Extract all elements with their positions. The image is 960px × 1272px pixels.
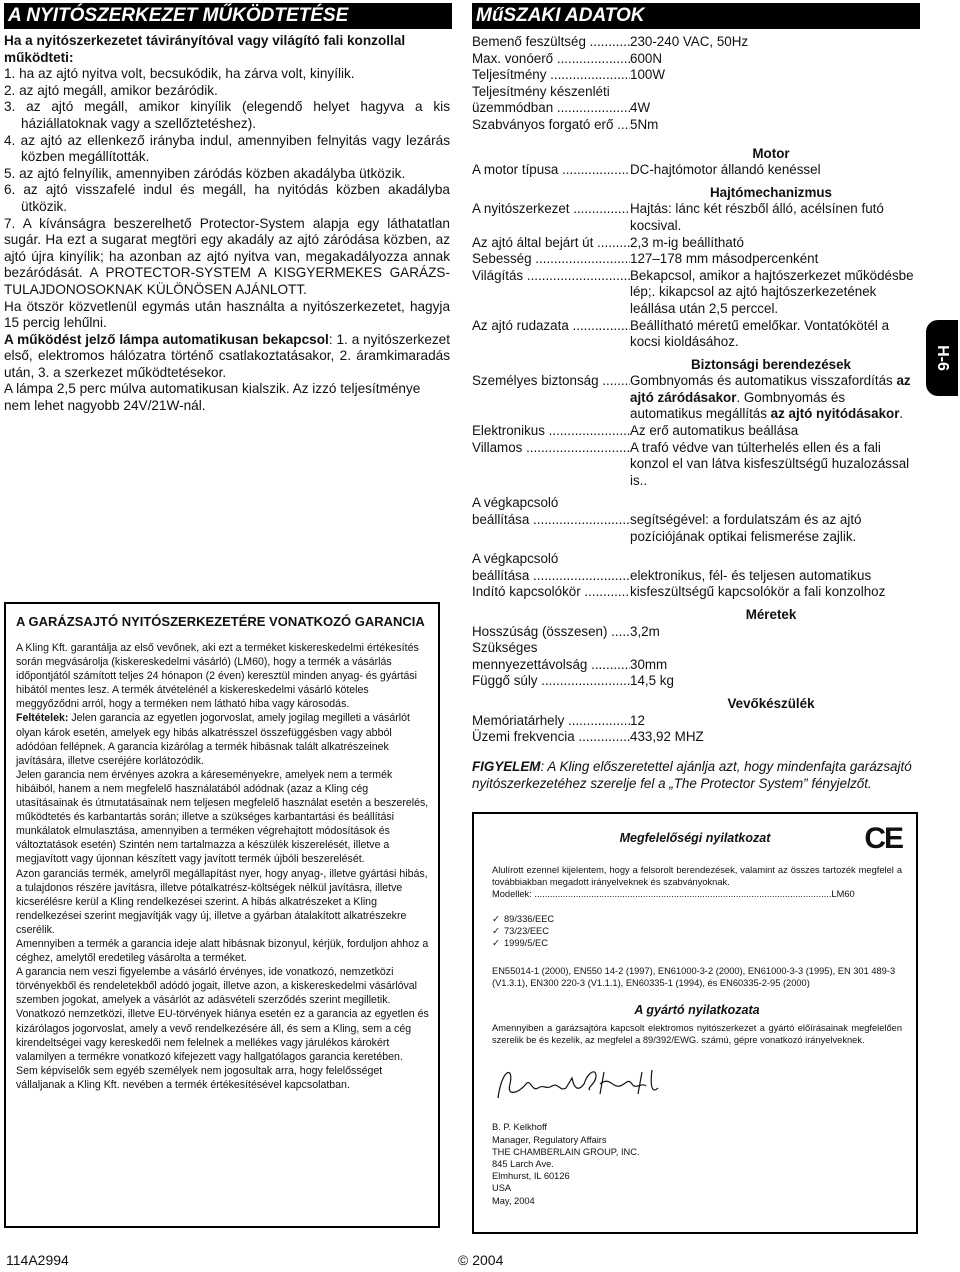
spec-label: Szükséges xyxy=(472,640,538,656)
spec-value: 14,5 kg xyxy=(630,673,674,689)
spec-row xyxy=(472,373,920,423)
section-heading: Vevőkészülék xyxy=(727,695,815,711)
spec-label: Sebesség ..... xyxy=(472,251,630,268)
conformity-body xyxy=(492,864,902,1207)
spec-value: 4W xyxy=(630,100,651,116)
spec-value: elektronikus, fél- és teljesen automatikus xyxy=(630,567,872,583)
spec-value: 230-240 VAC, 50Hz xyxy=(630,34,749,49)
spec-value: 600N xyxy=(630,50,663,66)
spec-label: mennyezettávolság ..... xyxy=(472,657,630,674)
operation-item: 4. az ajtó az ellenkező irányba indul, amennyiben felnyitás vagy lezárás közben megállították. xyxy=(4,132,450,165)
spec-value: 12 xyxy=(630,712,645,728)
spec-value-bold: az ajtó záródásakor xyxy=(630,373,911,405)
directive-label: 73/23/EEC xyxy=(504,925,549,936)
spec-value: 127–178 mm másodpercenként xyxy=(630,251,819,267)
ce-mark-icon: CE xyxy=(864,822,902,855)
spec-label: Hosszúság (összesen) ..... xyxy=(472,624,630,641)
signer-line: USA xyxy=(492,1183,512,1194)
spec-row xyxy=(472,268,920,318)
spec-value: A trafó védve van túlterhelés ellen és a fali konzol el van látva kisfeszültségű huzalozással is.. xyxy=(630,439,910,488)
spec-label: Szabványos forgató erő ..... xyxy=(472,117,630,134)
spec-row xyxy=(472,51,920,68)
spec-value: Az erő automatikus beállása xyxy=(630,423,799,439)
directive-item xyxy=(492,925,902,937)
spec-row xyxy=(472,673,920,690)
spec-value: Hajtás: lánc két részből álló, acélsínen futó kocsival. xyxy=(630,201,884,233)
spec-row xyxy=(472,201,920,234)
spec-label: Teljesítmény készenléti xyxy=(472,83,610,99)
section-heading: Biztonsági berendezések xyxy=(691,356,851,372)
signer-line: THE CHAMBERLAIN GROUP, INC. xyxy=(492,1146,640,1157)
spec-row xyxy=(472,162,920,179)
spec-value: 3,2m xyxy=(630,623,660,639)
spec-row xyxy=(472,568,920,585)
signer-line: B. P. Kelkhoff xyxy=(492,1122,547,1133)
spec-label: Elektronikus ..... xyxy=(472,423,630,440)
signer-line: Elmhurst, IL 60126 xyxy=(492,1171,570,1182)
directive-item xyxy=(492,913,902,925)
cooldown-note: Ha ötször közvetlenül egymás után használta a nyitószerkezetet, hagyja 15 percig lehűlni. xyxy=(4,298,450,331)
spec-label: Világítás ..... xyxy=(472,268,630,318)
warranty-paragraph: Jelen garancia nem érvényes azokra a káreseményekre, amelyek nem a termék hibáiból, hanem a nem megfelelő használatából adódnak (azaz a Kling cég utasításainak és útmutatásainak nem teljesen megfelelő használat esetén a beszerelés, működtetés és karbantartás során; illetve a szükséges karbantartási és beállítási munkálatok elmulasztása, amennyiben a terméken végrehajtott módosítások és változtatások esetén) Szintén nem tartalmazza a készülék kiszerelését, illetve a megjavított vagy újonnan készített vagy javított termék újbóli beszerelését. xyxy=(16,768,429,866)
specs-title: MűSZAKI ADATOK xyxy=(472,3,920,29)
conformity-title: Megfelelőségi nyilatkozat xyxy=(619,831,771,845)
spec-row xyxy=(472,713,920,730)
warranty-paragraph: A garancia nem veszi figyelembe a vásárló érvényes, ide vonatkozó, nemzetközi törvényekből és rendeletekből adódó jogait, illetve azon, a kiskereskedelmi vásárlóval szemben jogokat, amelyek a vásárlót az adásvételi szerződés szerint megilletik. Vonatkozó nemzetközi, illetve EU-törvények hiánya esetén ez a garancia az egyetlen és kizárólagos jogorvoslat, amely a vevő rendelkezésére áll, és sem a Kling, sem a cég kirendeltségei vagy kereskedői nem felelnek a mellékes vagy járulékos károkért valamilyen a termékre vonatkozó kifejezett vagy hallgatólagos garancia keretében. xyxy=(16,966,429,1063)
spec-row xyxy=(472,67,920,84)
spec-label: Memóriatárhely ..... xyxy=(472,713,630,730)
spec-label: Függő súly ..... xyxy=(472,673,630,690)
spec-row xyxy=(472,584,920,601)
spec-value: 433,92 MHZ xyxy=(630,729,704,745)
spec-value: 2,3 m-ig beállítható xyxy=(630,234,744,250)
spec-value: DC-hajtómotor állandó kenéssel xyxy=(630,162,821,178)
spec-value: 30mm xyxy=(630,656,668,672)
spec-value: Bekapcsol, amikor a hajtószerkezet működésbe lép;. kikapcsol az ajtó hajtószerkezetének leállása után 2,5 perccel. xyxy=(630,267,914,316)
operation-item: 1. ha az ajtó nyitva volt, becsukódik, ha zárva volt, kinyílik. xyxy=(4,66,355,82)
warranty-conditions-text: Jelen garancia az egyetlen jogorvoslat, amely jogilag megilleti a vásárlót olyan károk esetén, amelyek egy hibás alkatrésszel összefüggésben vagy abból adódóan fellépnek. A garancia kizárólag a termék hibásnak talált alkatrészeinek javítására, illetve cseréjére korlátozódik. xyxy=(16,712,410,767)
operation-item: 3. az ajtó megáll, amikor kinyílik (elegendő helyet hagyva a kis háziállatoknak vagy a szellőztetéshez). xyxy=(4,99,450,131)
spec-value-bold: az ajtó nyitódásakor xyxy=(770,406,900,422)
spec-label: üzemmódban ..... xyxy=(472,100,630,117)
spec-value xyxy=(630,373,920,423)
attention-text: : A Kling előszeretettel ajánlja azt, hogy mindenfajta garázsajtó nyitószerkezetéhez szerelje fel a „The Protector System” fényjelzőt. xyxy=(472,759,912,791)
directive-label: 89/336/EEC xyxy=(504,913,555,924)
operation-text xyxy=(4,33,450,415)
copyright: © 2004 xyxy=(458,1252,504,1268)
document-code: 114A2994 xyxy=(6,1252,69,1268)
spec-row xyxy=(472,34,920,51)
spec-label: A nyitószerkezet ..... xyxy=(472,201,630,234)
spec-value: 100W xyxy=(630,67,665,83)
spec-row xyxy=(472,624,920,641)
signer-line: May, 2004 xyxy=(492,1195,535,1206)
standards-list: EN55014-1 (2000), EN550 14-2 (1997), EN61000-3-2 (2000), EN61000-3-3 (1995), EN 301 489-3 (V1.3.1), EN300 220-3 (V1.1.1), EN60335-1 (1994), és EN60335-2-95 (2000) xyxy=(492,966,896,989)
check-icon: ✓ xyxy=(492,913,500,924)
spec-row xyxy=(472,657,920,674)
lamp-off-note: A lámpa 2,5 perc múlva automatikusan kialszik. Az izzó teljesítménye nem lehet nagyobb 24V/21W-nál. xyxy=(4,381,421,414)
spec-label: Üzemi frekvencia ..... xyxy=(472,729,630,746)
spec-value-part: Gombnyomás és automatikus visszafordítás xyxy=(630,373,897,389)
operation-item-7-cont: Ha ezt a sugarat megtöri egy akadály az ajtó záródása közben, az ajtó újra kinyílik; ha azonban az ajtó nyitva van, megakadályozza annak bezáródását. A PROTECTOR-SYSTEM A KISGYERMEKES GARÁZS-TULAJDONOSOKNAK KÜLÖNÖSEN AJÁNLOTT. xyxy=(4,232,450,297)
directive-label: 1999/5/EC xyxy=(504,938,548,949)
specs-list xyxy=(472,34,920,746)
spec-value: kisfeszültségű kapcsolókör a fali konzolhoz xyxy=(630,584,886,600)
model-line: Modellek: ...................................................................................................................LM60 xyxy=(492,889,855,900)
spec-label: A végkapcsoló xyxy=(472,551,559,567)
section-heading: Hajtómechanizmus xyxy=(709,184,833,200)
spec-label: A végkapcsoló xyxy=(472,495,559,511)
spec-label: Teljesítmény ..... xyxy=(472,67,630,84)
spec-row xyxy=(472,100,920,117)
spec-label: Indító kapcsolókör ..... xyxy=(472,584,630,601)
lamp-note-rest: : 1. a nyitószerkezet első, elektromos hálózatra történő csatlakoztatásakor, 2. áramkimaradás után, 3. a szerkezet működtetésekor. xyxy=(4,331,451,380)
warranty-paragraph: A Kling Kft. garantálja az első vevőnek, aki ezt a terméket kiskereskedelmi értékesítés során megvásárolja (kiskereskedelmi vásárló) (LM60), hogy a termék a vásárlás időpontjától számított teljes 24 hónapon (2 éven) keresztül minden anyag- és gyártási hibától mentes lesz. A termék átvételénél a kiskereskedelmi vásárló köteles meggyőződni arról, hogy a terméken nem látható hiba vagy károsodás. xyxy=(16,642,419,711)
spec-row xyxy=(472,729,920,746)
spec-value-part: . Gombnyomás és automatikus megállítás xyxy=(630,389,846,422)
check-icon: ✓ xyxy=(492,925,500,936)
spec-value-part: . xyxy=(899,406,904,422)
maker-declaration-title: A gyártó nyilatkozata xyxy=(634,1002,760,1017)
spec-label: Az ajtó rudazata ..... xyxy=(472,318,630,351)
spec-label: Max. vonóerő ..... xyxy=(472,51,630,68)
operation-item-7 xyxy=(4,216,450,299)
operation-item: 7. A kívánságra beszerelhető Protector-System alapja egy láthatatlan sugár. xyxy=(4,215,450,248)
warranty-paragraph: Azon garanciás termék, amelyről megállapítást nyer, hogy anyag-, illetve gyártási hibás, a tulajdonos részére javításra, illetve pótalkatrész-költségek nélkül javításra, illetve kicserélésre kerül a Kling rendelkezései szerint. A hibás alkatrészeket a Kling rendelkezései szerint megjavítják vagy új, illetve a gyárban átalakított alkatrészekre cserélik. xyxy=(16,867,428,936)
operation-intro: Ha a nyitószerkezetet távirányítóval vagy világító fali konzollal működteti: xyxy=(4,33,406,65)
section-heading: Motor xyxy=(752,145,790,161)
warranty-title: A GARÁZSAJTÓ NYITÓSZERKEZETÉRE VONATKOZÓ GARANCIA xyxy=(16,614,425,629)
attention-label: FIGYELEM xyxy=(472,759,541,774)
operation-item: 2. az ajtó megáll, amikor bezáródik. xyxy=(4,82,218,98)
directive-item xyxy=(492,937,902,949)
spec-row xyxy=(472,423,920,440)
spec-label: Bemenő feszültség ..... xyxy=(472,34,630,51)
warranty-conditions xyxy=(16,711,430,767)
signer-line: Manager, Regulatory Affairs xyxy=(492,1134,607,1145)
operation-item: 5. az ajtó felnyílik, amennyiben záródás közben akadályba ütközik. xyxy=(4,165,406,181)
spec-row xyxy=(472,440,920,490)
lamp-note xyxy=(4,332,450,382)
maker-declaration-text: Amennyiben a garázsajtóra kapcsolt elektromos nyitószerkezet a gyártó előírásainak megfelelően szerelik be és kezelik, az megfelel a 89/392/EWG. számú, gépre vonatkozó irányelveknek. xyxy=(492,1022,902,1046)
spec-label: Személyes biztonság ..... xyxy=(472,373,630,423)
spec-row xyxy=(472,117,920,134)
spec-label: beállítása ..... xyxy=(472,512,630,545)
spec-label: A motor típusa ..... xyxy=(472,162,630,179)
signature-image xyxy=(492,1058,662,1112)
conformity-paragraph: Alulírott ezennel kijelentem, hogy a felsorolt berendezések, valamint az összes tartozék megfelel a továbbiakban megadott irányelveknek és szabványoknak. xyxy=(492,865,902,888)
spec-row xyxy=(472,251,920,268)
warranty-box xyxy=(4,602,440,1228)
operation-item: 6. az ajtó visszafelé indul és megáll, ha nyitódás közben akadályba ütközik. xyxy=(4,182,450,214)
page-side-tab xyxy=(926,320,958,396)
spec-row xyxy=(472,318,920,351)
spec-row xyxy=(472,235,920,252)
spec-label: Villamos ..... xyxy=(472,440,630,490)
side-tab-label: H-6 xyxy=(934,345,951,371)
spec-value: Beállítható méretű emelőkar. Vontatókötél a kocsi kioldásához. xyxy=(630,317,890,350)
conformity-box xyxy=(472,812,918,1234)
warranty-paragraph: Sem képviselők sem egyéb személyek nem jogosultak arra, hogy felelősséget vállaljanak a Kling Kft. nevében a termék értékesítésével kapcsolatban. xyxy=(16,1064,383,1091)
signer-line: 845 Larch Ave. xyxy=(492,1159,554,1170)
spec-value: 5Nm xyxy=(630,116,659,132)
check-icon: ✓ xyxy=(492,938,500,949)
operation-title: A NYITÓSZERKEZET MŰKÖDTETÉSE xyxy=(4,3,452,29)
section-heading: Méretek xyxy=(745,607,797,622)
spec-value: segítségével: a fordulatszám és az ajtó pozíciójának optikai felismerése zajlik. xyxy=(630,512,862,544)
spec-label: Az ajtó által bejárt út ..... xyxy=(472,235,630,252)
warranty-paragraph: Amennyiben a termék a garancia ideje alatt hibásnak bizonyul, kérjük, forduljon ahhoz a céghez, amelytől eredetileg vásárolta a terméket. xyxy=(16,937,429,965)
spec-row xyxy=(472,512,920,545)
lamp-note-bold: A működést jelző lámpa automatikusan bekapcsol xyxy=(4,331,329,347)
warranty-conditions-label: Feltételek: xyxy=(16,712,69,725)
attention-note xyxy=(472,759,920,792)
spec-label: beállítása ..... xyxy=(472,568,630,585)
